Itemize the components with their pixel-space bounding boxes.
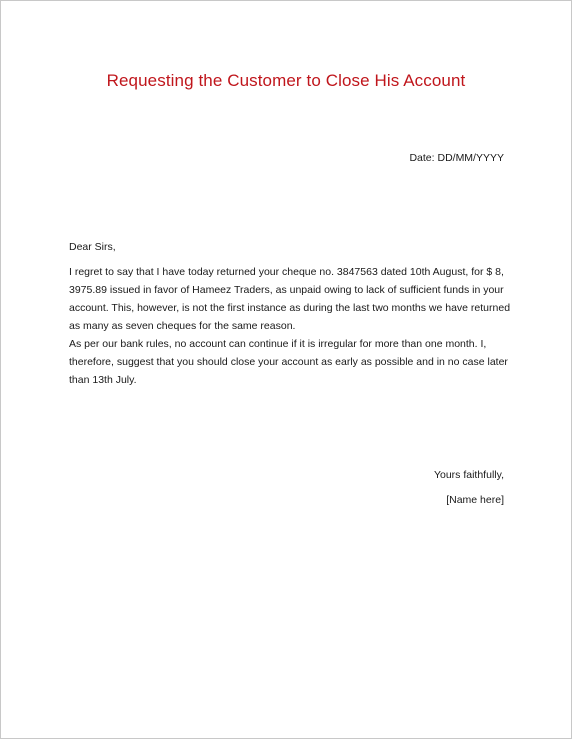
letter-salutation: Dear Sirs, [69, 241, 116, 253]
letter-paragraph-2: As per our bank rules, no account can continue if it is irregular for more than one month. I, therefore, suggest that you should close your account as early as possible and in no case later than 13th July. [69, 338, 508, 386]
letter-paragraph-1: I regret to say that I have today returned your cheque no. 3847563 dated 10th August, for $ 8, 3975.89 issued in favor of Hameez Traders, as unpaid owing to lack of sufficient funds in your account. This, however, is not the first instance as during the last two months we have returned as many as seven cheques for the same reason. [69, 266, 511, 332]
letter-date: Date: DD/MM/YYYY [409, 152, 504, 164]
signature-name: [Name here] [446, 494, 504, 506]
letter-title: Requesting the Customer to Close His Account [106, 71, 466, 90]
letter-closing: Yours faithfully, [433, 469, 504, 481]
